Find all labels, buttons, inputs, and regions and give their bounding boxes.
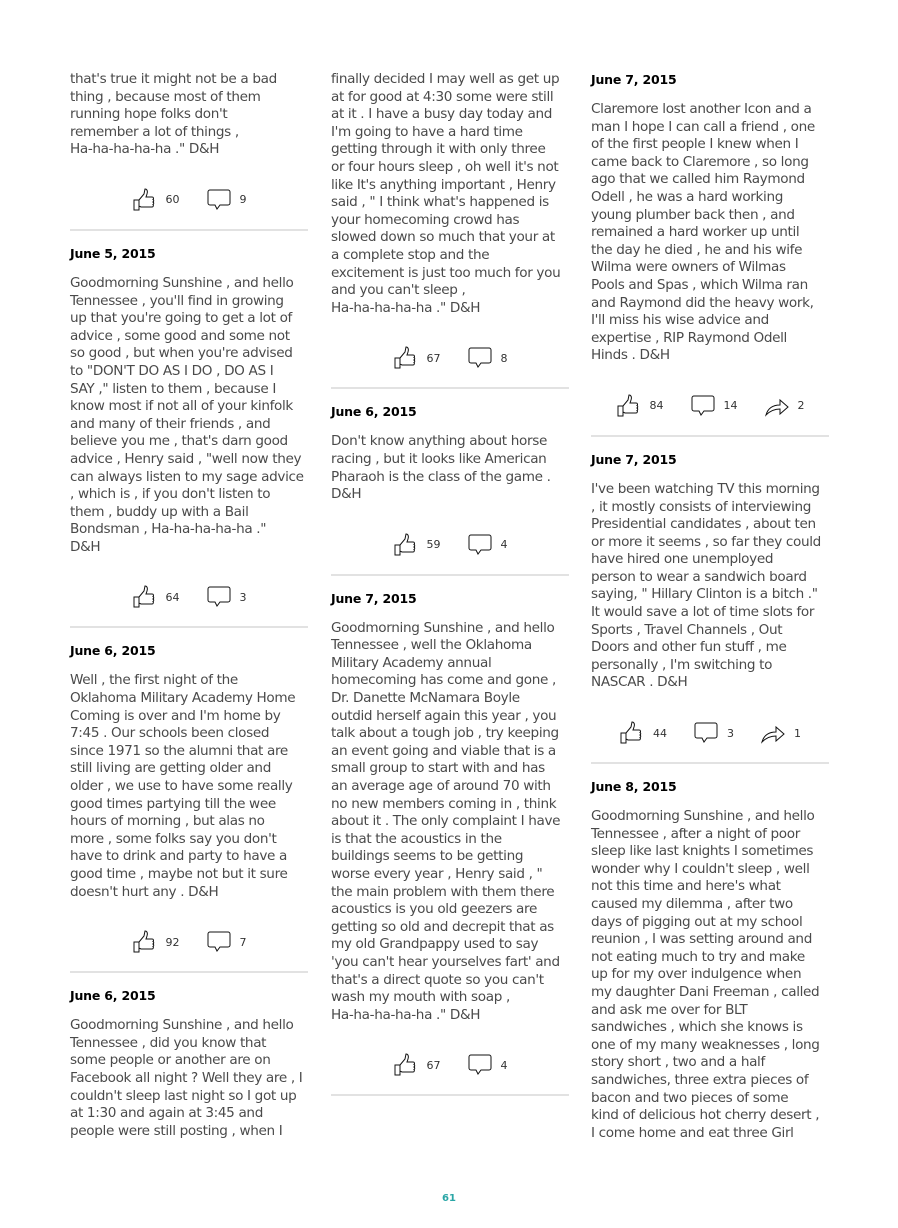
post <box>70 987 308 1140</box>
post-divider <box>70 971 308 973</box>
post-divider <box>591 435 829 437</box>
like-count: 67 <box>426 351 441 365</box>
body-line: Tennessee , did you know that <box>70 1034 267 1051</box>
body-line: buildings seems to be getting <box>331 848 524 865</box>
post <box>591 451 829 764</box>
reactions-bar <box>331 1050 569 1080</box>
body-line: a complete stop and the <box>331 246 490 263</box>
body-line: or more it seems , so far they could <box>591 533 821 550</box>
body-line: and ask me over for BLT <box>591 1001 748 1018</box>
like-count: 64 <box>165 590 180 604</box>
body-line: small group to start with and has <box>331 760 545 777</box>
body-line: not eating much to try and make <box>591 948 805 965</box>
post <box>331 590 569 1097</box>
like-icon <box>132 930 158 954</box>
body-line: at for good at 4:30 some were still <box>331 88 554 105</box>
like-button[interactable] <box>132 188 180 212</box>
body-line: Ha-ha-ha-ha-ha ." D&H <box>70 141 220 158</box>
column-3 <box>591 71 829 1156</box>
comment-count: 8 <box>500 351 508 365</box>
body-line: Goodmorning Sunshine , and hello <box>331 619 555 636</box>
body-line: Hinds . D&H <box>591 347 670 364</box>
comment-button[interactable] <box>206 585 247 609</box>
post-body <box>591 481 829 692</box>
body-line: Wilma were owners of Wilmas <box>591 259 786 276</box>
body-line: Pools and Spas , which Wilma ran <box>591 276 808 293</box>
body-line: Dr. Danette McNamara Boyle <box>331 690 520 707</box>
post-divider <box>331 1094 569 1096</box>
body-line: of the first people I knew when I <box>591 136 799 153</box>
body-line: the day he died , he and his wife <box>591 241 803 258</box>
comment-button[interactable] <box>467 533 508 557</box>
post <box>70 642 308 973</box>
body-line: Well , the first night of the <box>70 672 238 689</box>
body-line: sandwiches , which she knows is <box>591 1019 803 1036</box>
body-line: one of my many weaknesses , long <box>591 1036 820 1053</box>
comment-count: 4 <box>500 538 508 552</box>
reactions-bar <box>70 927 308 957</box>
body-line: about it . The only complaint I have <box>331 813 561 830</box>
body-line: talk about a tough job , try keeping <box>331 725 559 742</box>
post-date: June 6, 2015 <box>70 643 156 659</box>
body-line: them , buddy up with a Bail <box>70 503 249 520</box>
body-line: no new members coming in , think <box>331 795 557 812</box>
body-line: worse every year , Henry said , " <box>331 866 543 882</box>
comment-count: 3 <box>727 726 734 740</box>
post-date: June 5, 2015 <box>70 245 156 261</box>
body-line: I've been watching TV this morning <box>591 480 820 497</box>
comment-button[interactable] <box>206 188 247 212</box>
comment-icon <box>467 346 493 370</box>
share-button[interactable] <box>764 394 805 418</box>
body-line: and Raymond did the heavy work, <box>591 294 814 311</box>
body-line: saying, " Hillary Clinton is a bitch ." <box>591 586 818 603</box>
body-line: 'you can't hear yourselves fart' and <box>331 953 560 970</box>
body-line: Coming is over and I'm home by <box>70 707 281 724</box>
post-divider <box>331 574 569 576</box>
body-line: good times partying till the wee <box>70 795 276 812</box>
comment-count: 7 <box>239 935 247 949</box>
post-date: June 6, 2015 <box>331 404 417 420</box>
like-count: 60 <box>165 193 180 207</box>
body-line: advice , Henry said , "well now they <box>70 450 302 467</box>
post <box>331 71 569 389</box>
body-line: an average age of around 70 with <box>331 778 551 795</box>
body-line: caused my dilemma , after two <box>591 896 793 912</box>
body-line: or four hours sleep , oh well it's not <box>331 158 559 175</box>
comment-icon <box>206 188 232 212</box>
like-button[interactable] <box>132 930 180 954</box>
body-line: my old Grandpappy used to say <box>331 936 539 953</box>
body-line: young plumber back then , and <box>591 206 795 223</box>
body-line: not this time and here's what <box>591 878 781 895</box>
like-count: 67 <box>426 1058 441 1072</box>
like-button[interactable] <box>393 533 441 557</box>
post <box>70 245 308 629</box>
body-line: acoustics is you old geezers are <box>331 901 537 918</box>
comment-button[interactable] <box>467 1053 508 1077</box>
body-line: at it . I have a busy day today and <box>331 106 553 123</box>
body-line: ago that we called him Raymond <box>591 171 805 188</box>
body-line: people were still posting , when I <box>70 1122 283 1139</box>
like-icon <box>393 533 419 557</box>
body-line: like It's anything important , Henry <box>331 176 556 193</box>
body-line: up that you're going to get a lot of <box>70 310 292 327</box>
body-line: It would save a lot of time slots for <box>591 604 815 621</box>
body-line: I'm going to have a hard time <box>331 123 523 140</box>
column-1 <box>70 71 308 1154</box>
like-button[interactable] <box>616 394 664 418</box>
post-body <box>70 71 308 159</box>
share-icon <box>764 394 790 418</box>
body-line: SAY ," listen to them , because I <box>70 380 277 397</box>
body-line: believe you me , that's darn good <box>70 433 288 450</box>
like-button[interactable] <box>393 346 441 370</box>
reactions-bar <box>70 185 308 215</box>
body-line: know most if not all of your kinfolk <box>70 398 293 415</box>
body-line: remained a hard worker up until <box>591 224 800 241</box>
body-line: can always listen to my sage advice <box>70 468 304 485</box>
body-line: Ha-ha-ha-ha-ha ." D&H <box>331 299 481 316</box>
reactions-bar <box>591 718 829 748</box>
body-line: have hired one unemployed <box>591 551 774 568</box>
post-body <box>331 71 569 317</box>
like-button[interactable] <box>132 585 180 609</box>
post-body <box>70 275 308 557</box>
comment-icon <box>206 930 232 954</box>
body-line: D&H <box>331 486 362 503</box>
comment-button[interactable] <box>467 346 508 370</box>
share-button[interactable] <box>760 721 801 745</box>
body-line: and you can't sleep , <box>331 282 466 299</box>
comment-button[interactable] <box>206 930 247 954</box>
body-line: I'll miss his wise advice and <box>591 312 769 329</box>
body-line: Tennessee , after a night of poor <box>591 825 800 842</box>
body-line: expertise , RIP Raymond Odell <box>591 329 787 346</box>
body-line: Doors and other fun stuff , me <box>591 639 787 656</box>
body-line: Tennessee , you'll find in growing <box>70 292 284 309</box>
body-line: have to drink and party to have a <box>70 848 288 865</box>
like-icon <box>616 394 642 418</box>
body-line: since 1971 so the alumni that are <box>70 742 288 759</box>
post-date: June 7, 2015 <box>331 590 417 606</box>
body-line: Bondsman , Ha-ha-ha-ha-ha ." <box>70 521 267 538</box>
comment-icon <box>690 394 716 418</box>
body-line: personally , I'm switching to <box>591 656 773 673</box>
body-line: days of pigging out at my school <box>591 913 803 930</box>
body-line: homecoming has come and gone , <box>331 672 556 689</box>
like-icon <box>619 721 645 745</box>
body-line: sandwiches, three extra pieces of <box>591 1071 809 1088</box>
column-2 <box>331 71 569 1110</box>
body-line: at 1:30 and again at 3:45 and <box>70 1105 263 1122</box>
body-line: finally decided I may well as get up <box>331 71 560 87</box>
body-line: running hope folks don't <box>70 106 228 123</box>
post-date: June 6, 2015 <box>70 988 156 1004</box>
comment-button[interactable] <box>690 394 738 418</box>
body-line: older , we use to have some really <box>70 778 293 795</box>
body-line: up for my over indulgence when <box>591 966 802 983</box>
body-line: story short , two and a half <box>591 1054 765 1071</box>
body-line: person to wear a sandwich board <box>591 568 807 585</box>
reactions-bar <box>70 582 308 612</box>
body-line: still living are getting older and <box>70 760 271 777</box>
body-line: some people or another are on <box>70 1052 271 1069</box>
like-count: 92 <box>165 935 180 949</box>
body-line: NASCAR . D&H <box>591 674 688 691</box>
comment-count: 14 <box>723 399 738 413</box>
body-line: Don't know anything about horse <box>331 433 547 450</box>
post-date: June 8, 2015 <box>591 779 677 795</box>
body-line: said , " I think what's happened is <box>331 194 549 211</box>
body-line: hours of morning , but alas no <box>70 813 265 830</box>
comment-icon <box>467 533 493 557</box>
body-line: , it mostly consists of interviewing <box>591 498 812 515</box>
body-line: wash my mouth with soap , <box>331 989 510 1006</box>
share-count: 1 <box>794 726 801 740</box>
body-line: thing , because most of them <box>70 88 261 105</box>
post-body <box>331 620 569 1025</box>
post-divider <box>70 626 308 628</box>
body-line: Odell , he was a hard working <box>591 188 784 205</box>
body-line: that's a direct quote so you can't <box>331 971 544 988</box>
like-count: 44 <box>653 726 667 740</box>
like-icon <box>393 346 419 370</box>
comment-count: 3 <box>239 590 247 604</box>
body-line: excitement is just too much for you <box>331 264 561 281</box>
comment-count: 4 <box>500 1058 508 1072</box>
body-line: racing , but it looks like American <box>331 450 547 467</box>
body-line: D&H <box>70 538 101 555</box>
body-line: bacon and two pieces of some <box>591 1089 789 1106</box>
post <box>591 778 829 1142</box>
post-body <box>331 433 569 503</box>
post <box>70 71 308 231</box>
body-line: doesn't hurt any . D&H <box>70 883 219 900</box>
reactions-bar <box>331 530 569 560</box>
body-line: slowed down so much that your at <box>331 229 555 246</box>
like-icon <box>132 585 158 609</box>
like-button[interactable] <box>393 1053 441 1077</box>
post-divider <box>70 229 308 231</box>
body-line: to "DON'T DO AS I DO , DO AS I <box>70 362 274 379</box>
post-body <box>591 101 829 365</box>
body-line: that's true it might not be a bad <box>70 71 277 87</box>
post-body <box>70 1017 308 1140</box>
post <box>331 403 569 575</box>
body-line: Pharaoh is the class of the game . <box>331 468 551 485</box>
body-line: advice , some good and some not <box>70 327 290 344</box>
body-line: Facebook all night ? Well they are , I <box>70 1069 303 1086</box>
body-line: good time , maybe not but it sure <box>70 866 288 882</box>
body-line: your homecoming crowd has <box>331 211 520 228</box>
body-line: Presidential candidates , about ten <box>591 516 816 533</box>
share-count: 2 <box>797 399 805 413</box>
body-line: , which is , if you don't listen to <box>70 486 271 503</box>
comment-icon <box>693 721 719 745</box>
body-line: wonder why I couldn't sleep , well <box>591 860 810 877</box>
like-count: 59 <box>426 538 441 552</box>
like-count: 84 <box>649 399 664 413</box>
body-line: Sports , Travel Channels , Out <box>591 621 783 638</box>
body-line: reunion , I was setting around and <box>591 931 812 948</box>
body-line: and many of their friends , and <box>70 415 271 432</box>
body-line: I come home and eat three Girl <box>591 1124 794 1141</box>
post-divider <box>331 387 569 389</box>
reactions-bar <box>591 391 829 421</box>
body-line: outdid herself again this year , you <box>331 707 557 724</box>
like-button[interactable] <box>619 721 667 745</box>
body-line: kind of delicious hot cherry desert , <box>591 1107 820 1124</box>
post-body <box>70 672 308 901</box>
post-date: June 7, 2015 <box>591 451 677 467</box>
body-line: Claremore lost another Icon and a <box>591 101 812 117</box>
body-line: is that the acoustics in the <box>331 830 502 847</box>
body-line: Goodmorning Sunshine , and hello <box>591 808 815 825</box>
body-line: Oklahoma Military Academy Home <box>70 690 296 707</box>
post-divider <box>591 762 829 764</box>
body-line: getting through it with only three <box>331 141 546 158</box>
comment-icon <box>206 585 232 609</box>
share-icon <box>760 721 786 745</box>
post-date: June 7, 2015 <box>591 72 677 87</box>
like-icon <box>393 1053 419 1077</box>
body-line: the main problem with them there <box>331 883 555 900</box>
body-line: came back to Claremore , so long <box>591 153 809 170</box>
body-line: couldn't sleep last night so I got up <box>70 1087 297 1104</box>
body-line: remember a lot of things , <box>70 123 239 140</box>
body-line: Military Academy annual <box>331 654 492 671</box>
body-line: more , some folks say you don't <box>70 830 277 847</box>
body-line: Goodmorning Sunshine , and hello <box>70 274 294 291</box>
body-line: Ha-ha-ha-ha-ha ." D&H <box>331 1006 481 1023</box>
body-line: Goodmorning Sunshine , and hello <box>70 1017 294 1034</box>
page-number: 61 <box>442 1193 456 1204</box>
body-line: man I hope I can call a friend , one <box>591 118 815 135</box>
post <box>591 71 829 437</box>
body-line: 7:45 . Our schools been closed <box>70 725 270 742</box>
body-line: sleep like last knights I sometimes <box>591 843 814 860</box>
comment-count: 9 <box>239 193 247 207</box>
comment-button[interactable] <box>693 721 734 745</box>
body-line: so good , but when you're advised <box>70 345 293 362</box>
body-line: my daughter Dani Freeman , called <box>591 983 820 1000</box>
body-line: an event going and viable that is a <box>331 742 556 759</box>
comment-icon <box>467 1053 493 1077</box>
reactions-bar <box>331 343 569 373</box>
body-line: getting so old and decrepit that as <box>331 918 554 935</box>
post-body <box>591 808 829 1142</box>
like-icon <box>132 188 158 212</box>
body-line: Tennessee , well the Oklahoma <box>331 637 532 654</box>
